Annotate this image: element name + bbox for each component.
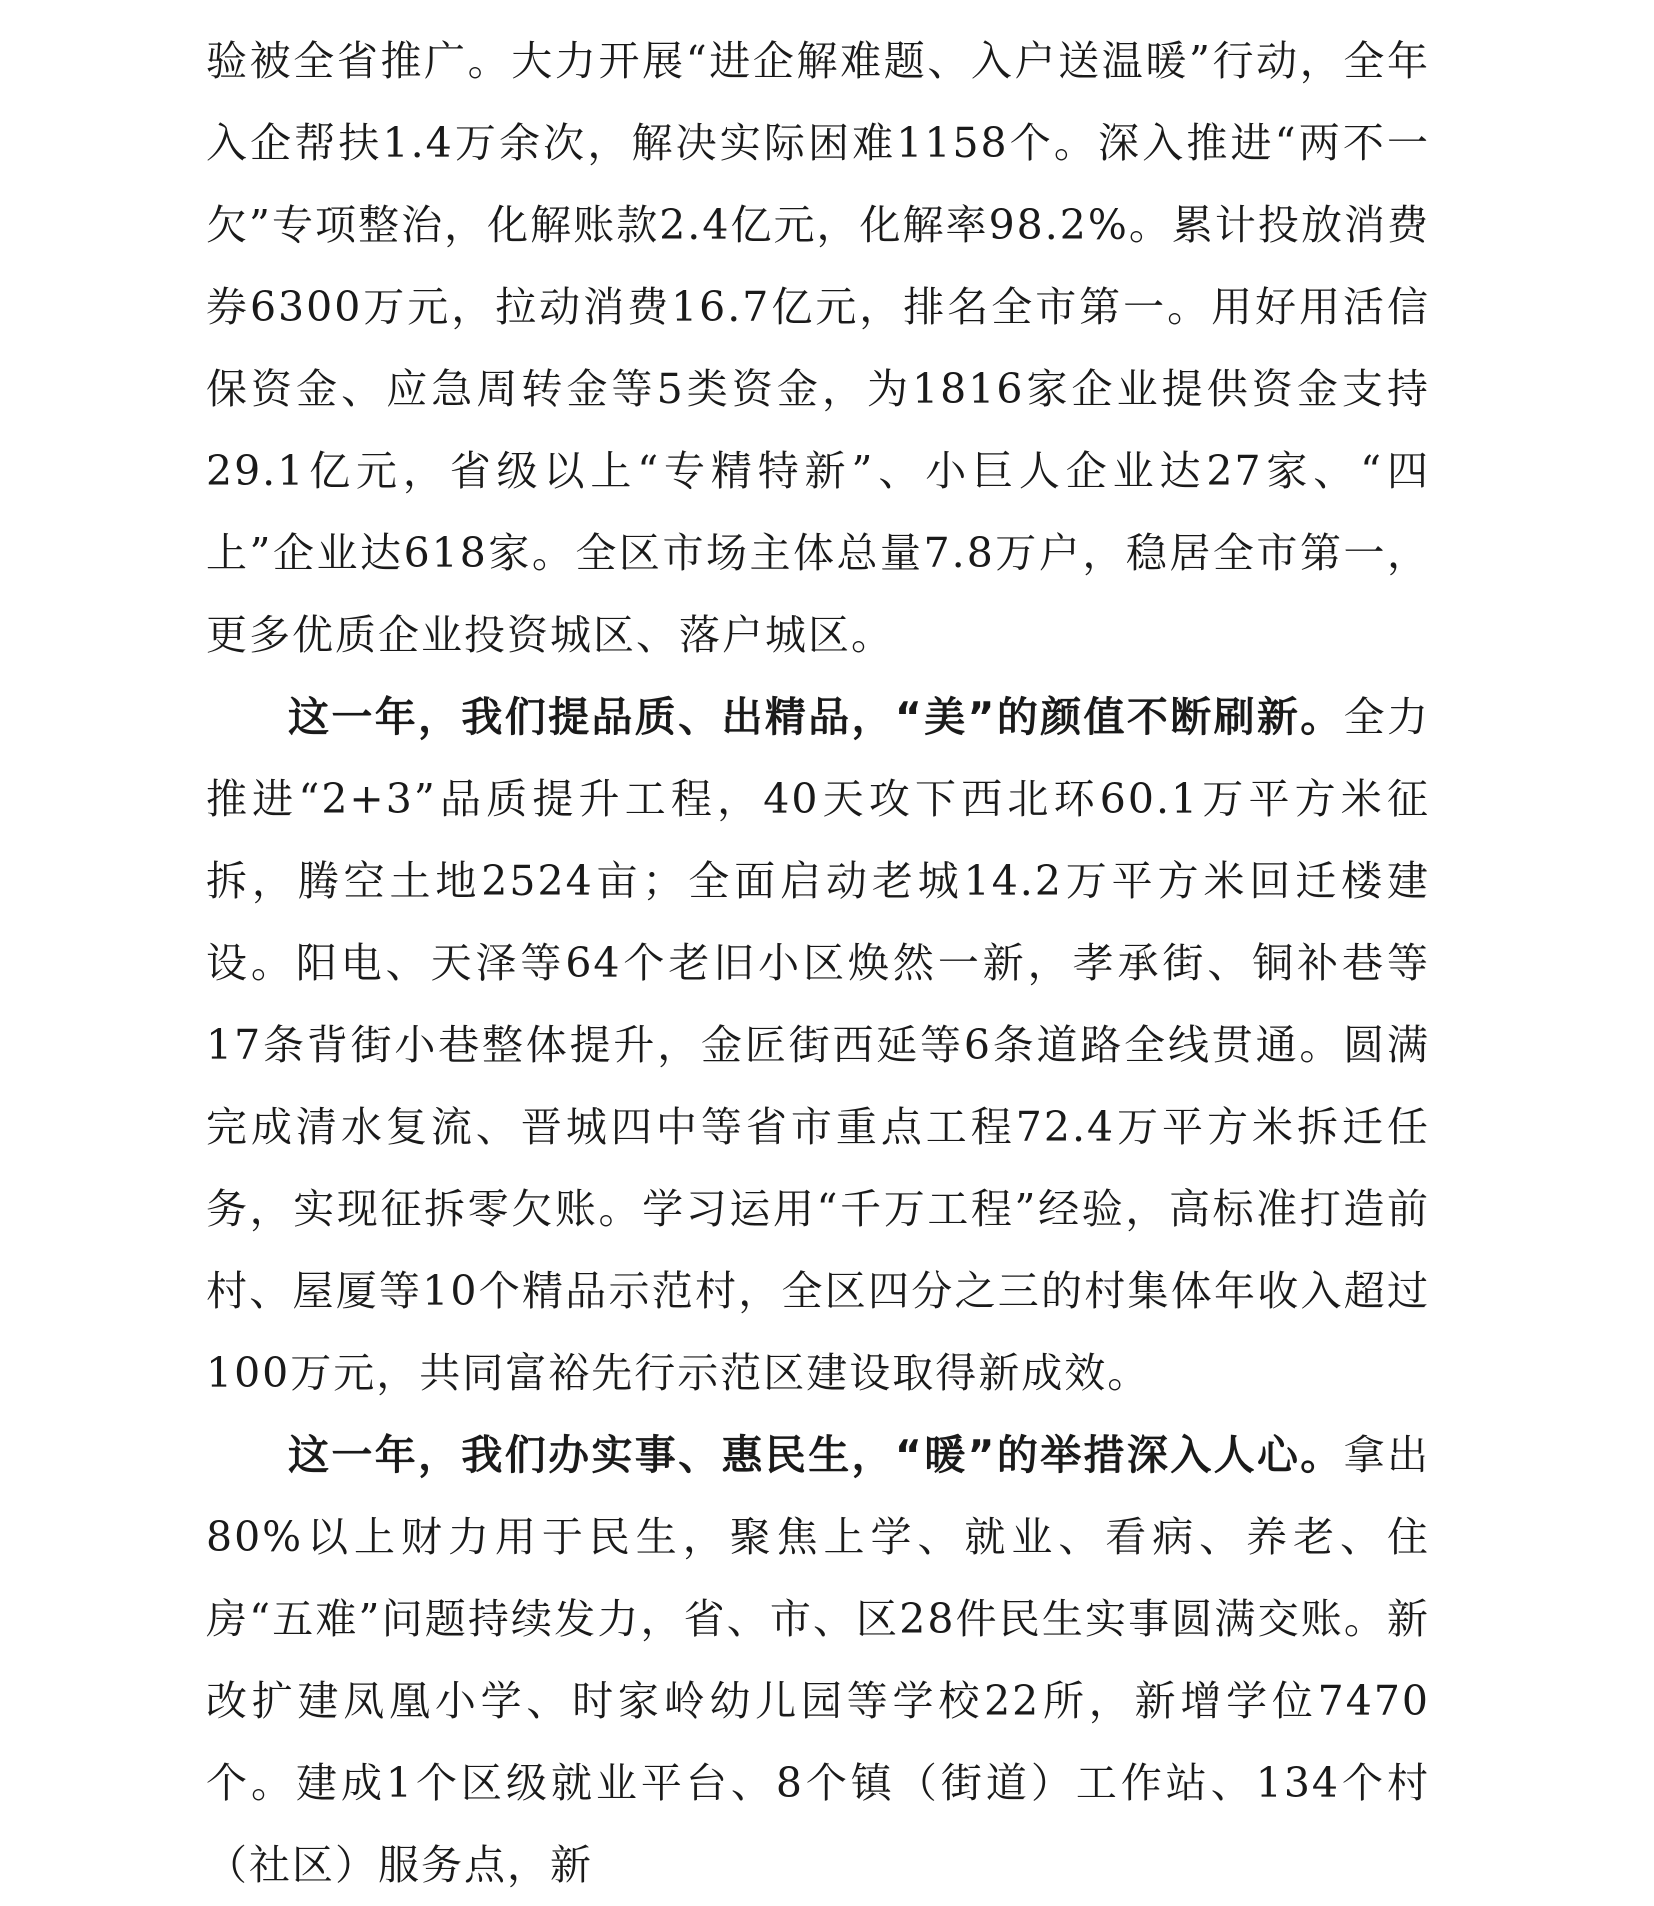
paragraph-text: 拿出80%以上财力用于民生，聚焦上学、就业、看病、养老、住房“五难”问题持续发力，省、市、区28件民生实事圆满交账。新改扩建凤凰小学、时家岭幼儿园等学校22所，新增学位7470个。建成1个区级就业平台、8个镇（街道）工作站、134个村（社区）服务点，新 [206, 1431, 1431, 1889]
paragraph-text: 全力推进“2+3”品质提升工程，40天攻下西北环60.1万平方米征拆，腾空土地2524亩；全面启动老城14.2万平方米回迁楼建设。阳电、天泽等64个老旧小区焕然一新，孝承街、铜补巷等17条背街小巷整体提升，金匠街西延等6条道路全线贯通。圆满完成清水复流、晋城四中等省市重点工程72.4万平方米拆迁任务，实现征拆零欠账。学习运用“千万工程”经验，高标准打造前村、屋厦等10个精品示范村，全区四分之三的村集体年收入超过100万元，共同富裕先行示范区建设取得新成效。 [206, 693, 1431, 1397]
document-page [206, 20, 1430, 1906]
paragraph-lead-heading: 这一年，我们提品质、出精品，“美”的颜值不断刷新。 [288, 693, 1344, 741]
paragraph-livelihood [206, 1414, 1430, 1906]
paragraph-text: 验被全省推广。大力开展“进企解难题、入户送温暖”行动，全年入企帮扶1.4万余次，解决实际困难1158个。深入推进“两不一欠”专项整治，化解账款2.4亿元，化解率98.2%。累计投放消费券6300万元，拉动消费16.7亿元，排名全市第一。用好用活信保资金、应急周转金等5类资金，为1816家企业提供资金支持29.1亿元，省级以上“专精特新”、小巨人企业达27家、“四上”企业达618家。全区市场主体总量7.8万户，稳居全市第一，更多优质企业投资城区、落户城区。 [206, 37, 1430, 659]
paragraph-enterprise-support [206, 20, 1430, 676]
paragraph-city-quality [206, 676, 1430, 1414]
paragraph-lead-heading: 这一年，我们办实事、惠民生，“暖”的举措深入人心。 [288, 1431, 1344, 1479]
